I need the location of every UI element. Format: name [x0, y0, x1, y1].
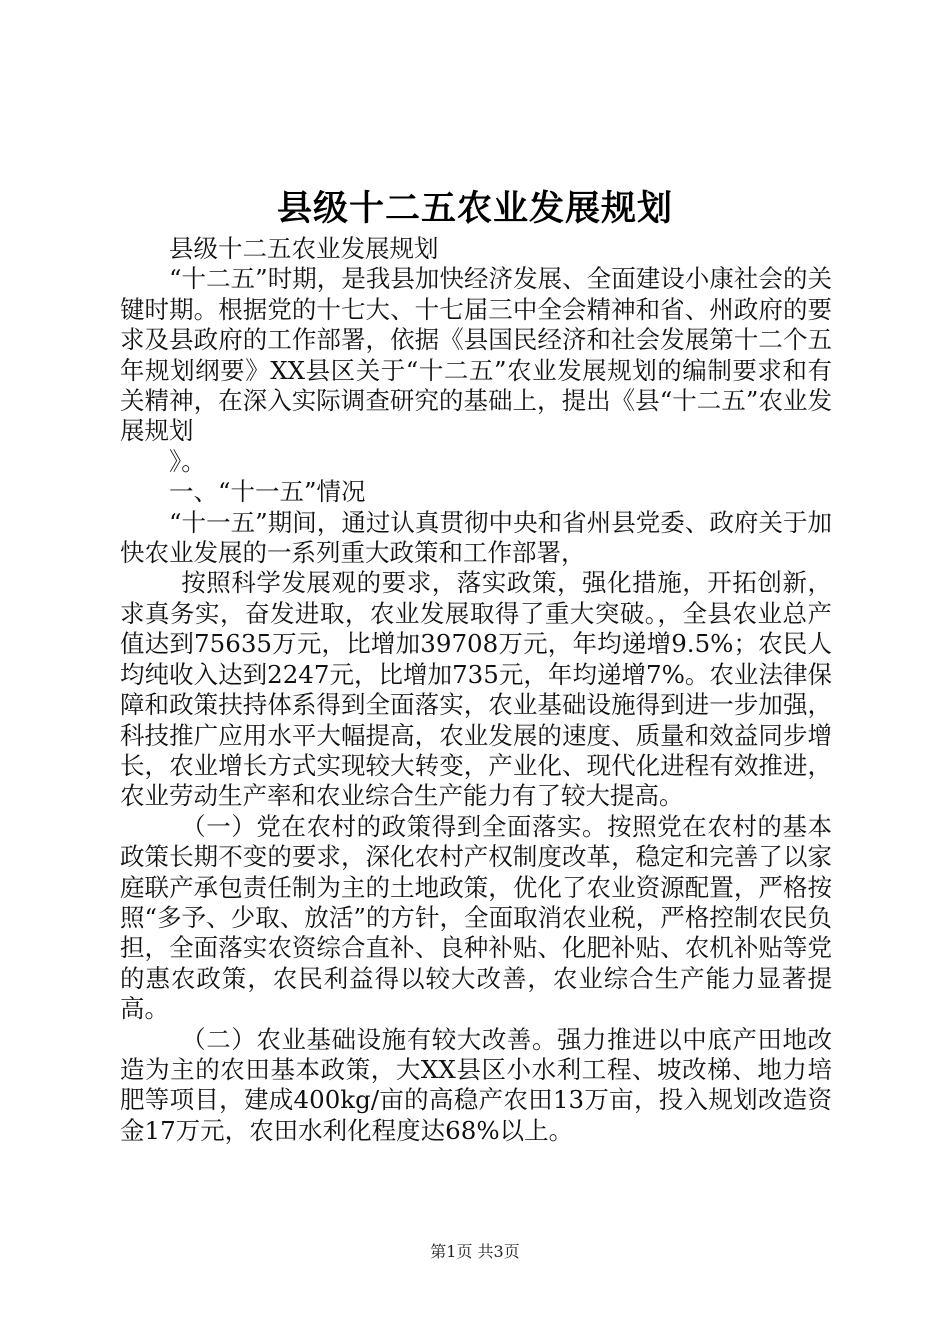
document-body — [120, 234, 832, 1146]
paragraph-achievements: 按照科学发展观的要求，落实政策，强化措施，开拓创新，求真务实，奋发进取，农业发展取得了重大突破。，全县农业总产值达到75635万元，比增加39708万元，年均递增9.5%；农民人均纯收入达到2247元，比增加735元，年均递增7%。农业法律保障和政策扶持体系得到全面落实，农业基础设施得到进一步加强，科技推广应用水平大幅提高，农业发展的速度、质量和效益同步增长，农业增长方式实现较大转变，产业化、现代化进程有效推进，农业劳动生产率和农业综合生产能力有了较大提高。 — [120, 568, 832, 811]
paragraph-heading-repeat: 县级十二五农业发展规划 — [169, 234, 439, 263]
paragraph-policy: （一）党在农村的政策得到全面落实。按照党在农村的基本政策长期不变的要求，深化农村产权制度改革，稳定和完善了以家庭联产承包责任制为主的土地政策，优化了农业资源配置，严格按照“多予、少取、放活”的方针，全面取消农业税，严格控制农民负担，全面落实农资综合直补、良种补贴、化肥补贴、农机补贴等党的惠农政策，农民利益得以较大改善，农业综合生产能力显著提高。 — [120, 811, 832, 1024]
paragraph-infrastructure: （二）农业基础设施有较大改善。强力推进以中底产田地改造为主的农田基本政策，大XX县区小水利工程、坡改梯、地力培肥等项目，建成400kg/亩的高稳产农田13万亩，投入规划改造资金17万元，农田水利化程度达68%以上。 — [120, 1024, 832, 1145]
paragraph-intro: “十二五”时期，是我县加快经济发展、全面建设小康社会的关键时期。根据党的十七大、十七届三中全会精神和省、州政府的要求及县政府的工作部署，依据《县国民经济和社会发展第十二个五年规划纲要》XX县区关于“十二五”农业发展规划的编制要求和有关精神，在深入实际调查研究的基础上，提出《县“十二五”农业发展规划 — [120, 264, 832, 446]
document-title: 县级十二五农业发展规划 — [276, 188, 673, 229]
paragraph-intro-close: 》。 — [169, 446, 206, 476]
page-number: 第1页 共3页 — [430, 1242, 520, 1261]
section-heading-1: 一、“十一五”情况 — [169, 477, 366, 507]
paragraph-period-review: “十一五”期间，通过认真贯彻中央和省州县党委、政府关于加快农业发展的一系列重大政策和工作部署， — [120, 507, 832, 568]
